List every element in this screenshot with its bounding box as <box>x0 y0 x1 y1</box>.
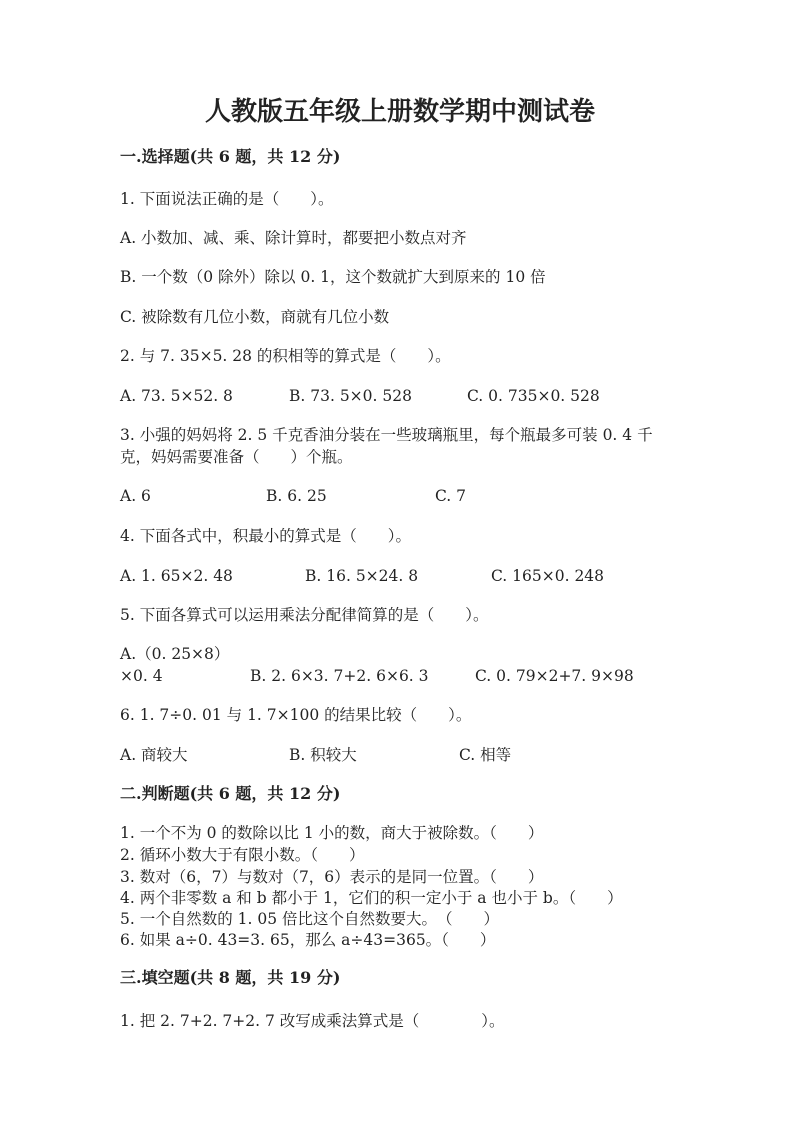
question-1-4-option-a: A. 1. 65×2. 48 <box>120 567 233 585</box>
judgement-item-3: 3. 数对（6，7）与数对（7，6）表示的是同一位置。（ ） <box>120 868 544 886</box>
question-1-1-option-a: A. 小数加、减、乘、除计算时，都要把小数点对齐 <box>120 229 467 247</box>
section-heading-choice: 一.选择题(共 6 题，共 12 分) <box>120 147 341 166</box>
judgement-item-2: 2. 循环小数大于有限小数。（ ） <box>120 846 365 864</box>
question-1-6-option-a: A. 商较大 <box>120 746 188 764</box>
question-1-3-stem-line2: 克，妈妈需要准备（ ）个瓶。 <box>120 448 353 466</box>
question-1-6-stem: 6. 1. 7÷0. 01 与 1. 7×100 的结果比较（ ）。 <box>120 706 472 724</box>
question-1-5-option-a-continued: ×0. 4 <box>120 667 163 685</box>
question-1-4-stem: 4. 下面各式中，积最小的算式是（ ）。 <box>120 527 411 545</box>
judgement-item-1: 1. 一个不为 0 的数除以比 1 小的数，商大于被除数。（ ） <box>120 824 544 842</box>
question-1-1-stem: 1. 下面说法正确的是（ ）。 <box>120 190 334 208</box>
page-title: 人教版五年级上册数学期中测试卷 <box>204 97 595 127</box>
fill-blank-question-1: 1. 把 2. 7+2. 7+2. 7 改写成乘法算式是（ ）。 <box>120 1012 505 1030</box>
question-1-4-option-c: C. 165×0. 248 <box>491 567 605 585</box>
question-1-3-option-b: B. 6. 25 <box>266 487 327 505</box>
question-1-6-option-c: C. 相等 <box>459 746 512 764</box>
judgement-item-4: 4. 两个非零数 a 和 b 都小于 1，它们的积一定小于 a 也小于 b。（ ） <box>120 889 623 907</box>
question-1-5-option-b: B. 2. 6×3. 7+2. 6×6. 3 <box>250 667 429 685</box>
question-1-1-option-b: B. 一个数（0 除外）除以 0. 1，这个数就扩大到原来的 10 倍 <box>120 268 546 286</box>
question-1-2-option-c: C. 0. 735×0. 528 <box>467 387 600 405</box>
question-1-5-option-a: A.（0. 25×8） <box>120 645 230 663</box>
question-1-4-option-b: B. 16. 5×24. 8 <box>305 567 419 585</box>
question-1-5-option-c: C. 0. 79×2+7. 9×98 <box>475 667 634 685</box>
question-1-6-option-b: B. 积较大 <box>289 746 357 764</box>
judgement-item-6: 6. 如果 a÷0. 43=3. 65，那么 a÷43=365。（ ） <box>120 931 496 949</box>
question-1-2-stem: 2. 与 7. 35×5. 28 的积相等的算式是（ ）。 <box>120 347 451 365</box>
question-1-2-option-b: B. 73. 5×0. 528 <box>289 387 412 405</box>
question-1-1-option-c: C. 被除数有几位小数，商就有几位小数 <box>120 308 390 326</box>
judgement-item-5: 5. 一个自然数的 1. 05 倍比这个自然数要大。 （ ） <box>120 910 500 928</box>
section-heading-judgement: 二.判断题(共 6 题，共 12 分) <box>120 784 341 803</box>
question-1-3-option-c: C. 7 <box>435 487 467 505</box>
question-1-3-stem-line1: 3. 小强的妈妈将 2. 5 千克香油分装在一些玻璃瓶里，每个瓶最多可装 0. 4 千 <box>120 426 653 444</box>
question-1-5-stem: 5. 下面各算式可以运用乘法分配律简算的是（ ）。 <box>120 606 489 624</box>
question-1-3-option-a: A. 6 <box>120 487 151 505</box>
question-1-2-option-a: A. 73. 5×52. 8 <box>120 387 233 405</box>
section-heading-fill-blank: 三.填空题(共 8 题，共 19 分) <box>120 968 341 987</box>
